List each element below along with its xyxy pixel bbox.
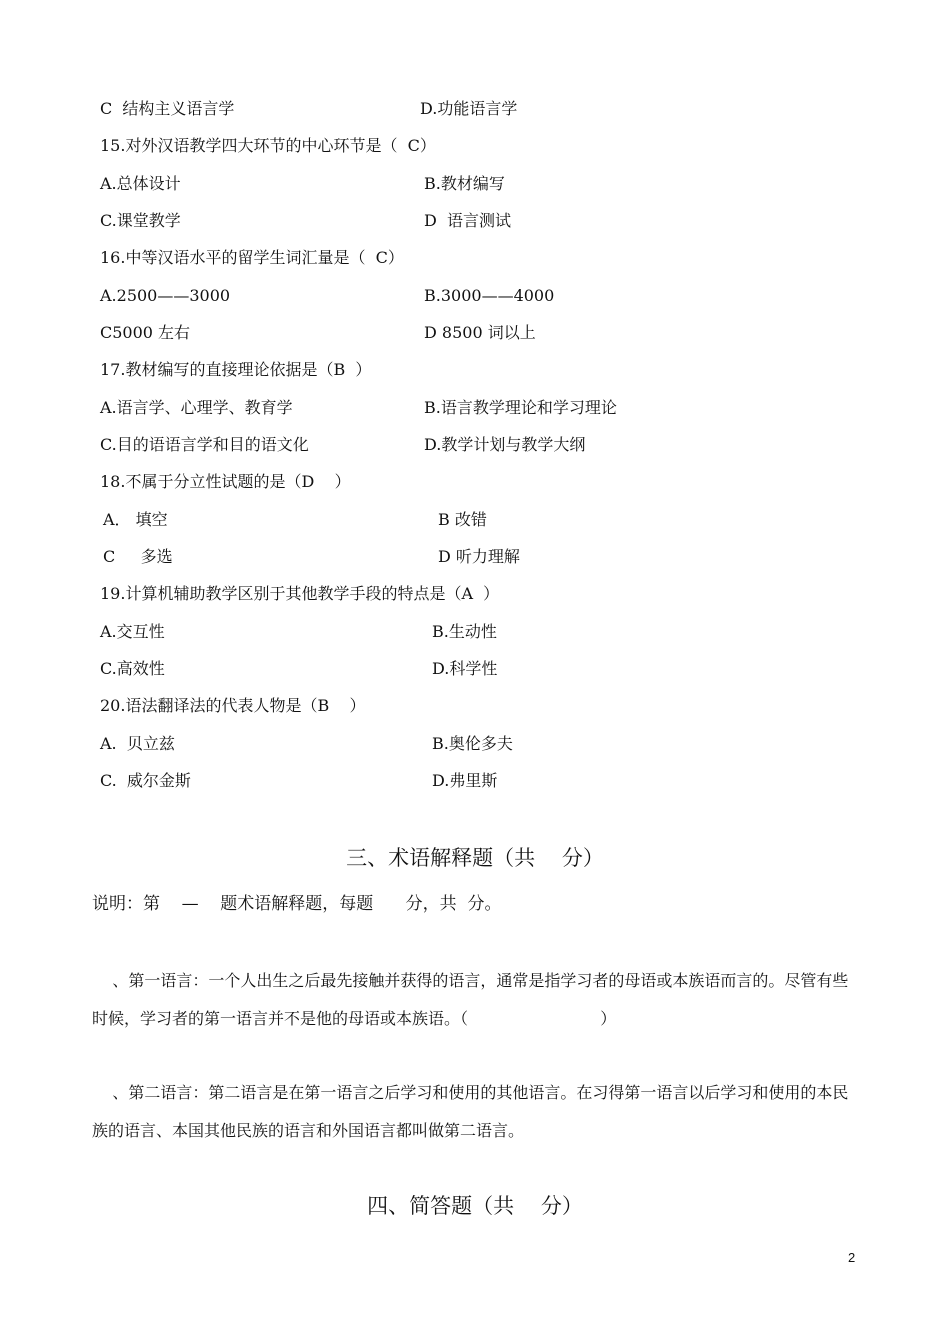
q17-option-d: D.教学计划与教学大纲 [424, 435, 586, 454]
q18-stem: 18.不属于分立性试题的是（D ） [100, 472, 351, 491]
q19-option-a: A.交互性 [100, 622, 165, 641]
q17-stem: 17.教材编写的直接理论依据是（B ） [100, 360, 372, 379]
q20-option-b: B.奥伦多夫 [432, 734, 513, 753]
q17-option-c: C.目的语语言学和目的语文化 [100, 435, 309, 454]
q16-stem: 16.中等汉语水平的留学生词汇量是（ C） [100, 248, 404, 267]
q15-option-a: A.总体设计 [100, 174, 181, 193]
q18-option-a: A． 填空 [103, 510, 168, 529]
q20-option-d: D.弗里斯 [432, 771, 498, 790]
q15-stem: 15.对外汉语教学四大环节的中心环节是（ C） [100, 136, 436, 155]
q16-option-b: B.3000——4000 [424, 286, 555, 305]
q18-option-d: D 听力理解 [438, 547, 520, 566]
q19-option-d: D.科学性 [432, 659, 498, 678]
page-number: 2 [848, 1250, 856, 1265]
q20-stem: 20.语法翻译法的代表人物是（B ） [100, 696, 366, 715]
q19-option-b: B.生动性 [432, 622, 497, 641]
q19-stem: 19.计算机辅助教学区别于其他教学手段的特点是（A ） [100, 584, 500, 603]
section3-title: 三、术语解释题（共 分） [346, 846, 604, 870]
q15-option-d: D 语言测试 [424, 211, 512, 230]
q16-option-d: D 8500 词以上 [424, 323, 536, 342]
q18-option-c: C 多选 [103, 547, 173, 566]
q18-option-b: B 改错 [438, 510, 487, 529]
q14-option-d: D.功能语言学 [420, 99, 518, 118]
section4-title: 四、简答题（共 分） [367, 1194, 583, 1218]
q17-option-b: B.语言教学理论和学习理论 [424, 398, 617, 417]
q20-option-a: A. 贝立兹 [100, 734, 175, 753]
q19-option-c: C.高效性 [100, 659, 165, 678]
q16-option-a: A.2500——3000 [100, 286, 231, 305]
q14-option-c: C 结构主义语言学 [100, 99, 235, 118]
q17-option-a: A.语言学、心理学、教育学 [100, 398, 293, 417]
q20-option-c: C. 威尔金斯 [100, 771, 191, 790]
term-second-language: 、第二语言：第二语言是在第一语言之后学习和使用的其他语言。在习得第一语言以后学习和使用的本民族的语言、本国其他民族的语言和外国语言都叫做第二语言。 [92, 1083, 849, 1140]
q16-option-c: C5000 左右 [100, 323, 191, 342]
term-first-language: 、第一语言：一个人出生之后最先接触并获得的语言，通常是指学习者的母语或本族语而言的。尽管有些时候，学习者的第一语言并不是他的母语或本族语。（ ） [92, 971, 849, 1028]
q15-option-b: B.教材编写 [424, 174, 505, 193]
q15-option-c: C.课堂教学 [100, 211, 181, 230]
section3-note: 说明：第 — 题术语解释题，每题 分，共 分。 [92, 894, 502, 914]
